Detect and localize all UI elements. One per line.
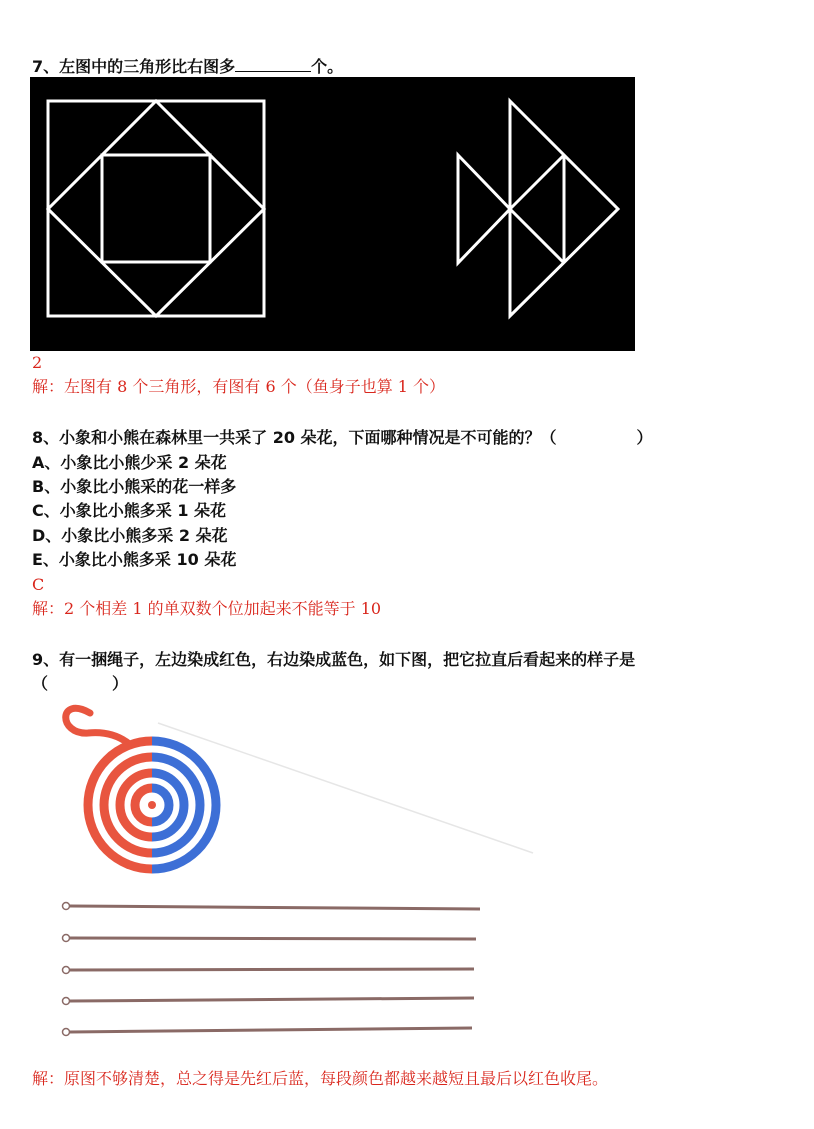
fish-body-diagonal-up: [510, 155, 564, 209]
left-outer-square: [48, 101, 264, 316]
right-figure-fish: [458, 101, 618, 316]
left-inner-square: [102, 155, 210, 262]
q8-answer: C: [32, 575, 45, 594]
fish-body-diagonal-down: [510, 209, 564, 263]
q8-option-a[interactable]: A、小象比小熊少采 2 朵花: [32, 453, 227, 472]
q7-figure: [30, 77, 635, 351]
q8-option-d[interactable]: D、小象比小熊多采 2 朵花: [32, 526, 228, 545]
q9-explanation: 解：原图不够清楚，总之得是先红后蓝，每段颜色都越来越短且最后以红色收尾。: [32, 1069, 609, 1088]
q9-figure: [28, 695, 548, 1060]
q8-question: 8、小象和小熊在森林里一共采了 20 朵花，下面哪种情况是不可能的？（ ）: [32, 428, 653, 447]
q7-answer-blank[interactable]: [235, 57, 311, 72]
straight-rope-options: [63, 903, 481, 1036]
q7-explanation: 解：左图有 8 个三角形，有图有 6 个（鱼身子也算 1 个）: [32, 377, 446, 396]
rope-end-loop: [66, 708, 128, 743]
q8-option-c[interactable]: C、小象比小熊多采 1 朵花: [32, 501, 227, 520]
q7-question-text: 7、左图中的三角形比右图多: [32, 57, 236, 76]
q7-question: [32, 56, 343, 78]
q8-explanation: 解：2 个相差 1 的单双数个位加起来不能等于 10: [32, 599, 382, 618]
coil-center: [148, 801, 156, 809]
q9-question-line2: （ ）: [32, 674, 129, 693]
q7-answer: 2: [32, 353, 43, 372]
coiled-rope: [66, 708, 216, 869]
rope-option-4[interactable]: [63, 998, 475, 1005]
q7-question-suffix: 个。: [311, 57, 344, 76]
q8-option-e[interactable]: E、小象比小熊多采 10 朵花: [32, 550, 237, 569]
rope-option-2[interactable]: [63, 935, 477, 942]
q9-question-line1: 9、有一捆绳子，左边染成红色，右边染成蓝色，如下图，把它拉直后看起来的样子是: [32, 650, 636, 669]
rope-option-5[interactable]: [63, 1028, 473, 1036]
q8-option-b[interactable]: B、小象比小熊采的花一样多: [32, 477, 237, 496]
rope-option-1[interactable]: [63, 903, 481, 910]
left-diamond: [48, 101, 264, 316]
rope-option-3[interactable]: [63, 967, 475, 974]
fish-tail: [458, 155, 510, 263]
left-figure-square-diamond: [48, 101, 264, 316]
